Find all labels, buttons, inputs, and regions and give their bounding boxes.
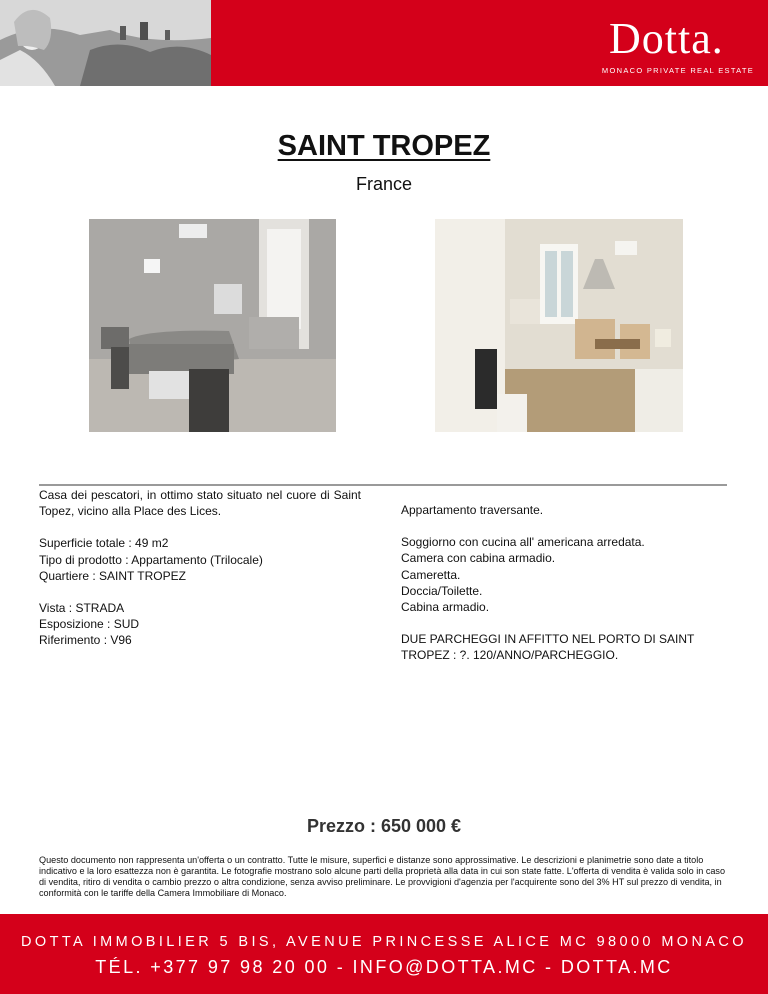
living-room-photo [89,219,336,432]
detail-reference: Riferimento : V96 [39,633,132,648]
country-subtitle: France [355,174,413,194]
detail-exposure: Esposizione : SUD [39,617,140,632]
spec-surface: Superficie totale : 49 m2 [39,536,169,551]
spec-quarter: Quartiere : SAINT TROPEZ [39,568,186,583]
header-photo [0,0,211,86]
description-right: Appartamento traversante. [401,503,544,517]
footer-contact[interactable]: TÉL. +377 97 98 20 00 - INFO@DOTTA.MC - DOTTA.MC [95,957,673,977]
left-details-column [39,487,361,649]
feature-item: Doccia/Toilette. [401,583,483,598]
parking-note-line1: DUE PARCHEGGI IN AFFITTO NEL PORTO DI SAINT [401,632,695,647]
legal-disclaimer: Questo documento non rappresenta un'offerta o un contratto. Tutte le misure, superfici e distanze sono approssimative. Le descrizioni e planimetrie sono date a titolo indicativo e la loro esattezza non è garantita. Le fotografie mostrano solo alcune parti della proprietà alla data in cui son state fatte. L'offerta di vendita è valida solo in caso di vendita, ritiro di vendita o cambio prezzo o altra condizione, senza avviso preliminare. Le provvigioni d'agenzia per l'acquirente sono del 3% HT sul prezzo di vendita, in conformità con le tariffe della Camera Immobiliare di Monaco. [39,855,726,898]
right-details-column [401,502,727,664]
dotta-logo[interactable]: Dotta. [609,14,724,63]
section-divider [39,484,727,486]
feature-item: Cabina armadio. [401,600,490,615]
page-title: SAINT TROPEZ [277,130,491,162]
feature-item: Camera con cabina armadio. [401,551,556,566]
price-label: Prezzo : 650 000 € [306,816,462,836]
feature-item: Cameretta. [401,567,461,582]
feature-item: Soggiorno con cucina all' americana arredata. [401,535,645,550]
detail-view: Vista : STRADA [39,601,125,616]
spec-type: Tipo di prodotto : Appartamento (Trilocale) [39,552,263,567]
woman-portrait-image [0,0,211,86]
footer-address: DOTTA IMMOBILIER 5 BIS, AVENUE PRINCESSE ALICE MC 98000 MONACO [21,934,747,950]
kitchen-dining-photo [435,219,683,432]
footer-bar [0,914,768,994]
header-banner [0,0,768,86]
parking-note-line2: TROPEZ : ?. 120/ANNO/PARCHEGGIO. [401,648,619,663]
description-left: Casa dei pescatori, in ottimo stato situato nel cuore di Saint Topez, vicino alla Place des Lices. [39,488,361,519]
logo-tagline: MONACO PRIVATE REAL ESTATE [601,66,755,75]
